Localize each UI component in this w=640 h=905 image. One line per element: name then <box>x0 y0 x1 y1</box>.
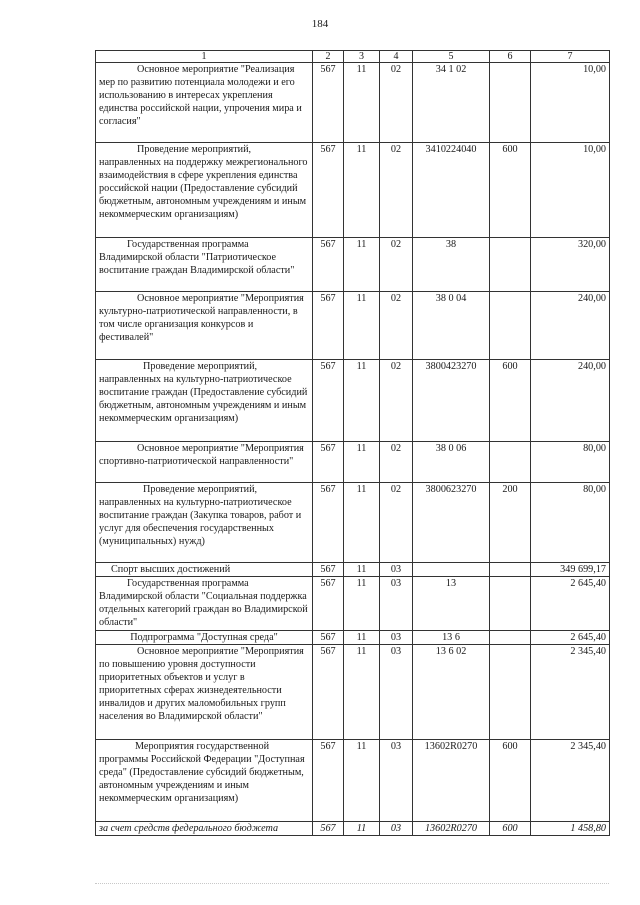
cell-section: 11 <box>344 577 380 631</box>
cell-expense-type: 200 <box>490 483 531 563</box>
cell-subsection: 03 <box>380 577 413 631</box>
cell-section: 11 <box>344 645 380 740</box>
cell-subsection: 02 <box>380 292 413 360</box>
column-header: 3 <box>344 51 380 63</box>
cell-expense-type: 600 <box>490 740 531 822</box>
cell-expense-type <box>490 645 531 740</box>
row-name: Проведение мероприятий, направленных на культурно-патриотическое воспитание граждан (Предоставление субсидий бюджетным, автономным учреждениям и иным некоммерческим организациям) <box>96 360 313 442</box>
table-row <box>96 483 610 563</box>
table-row <box>96 442 610 483</box>
cell-admin: 567 <box>313 442 344 483</box>
cell-subsection: 02 <box>380 360 413 442</box>
cell-subsection: 03 <box>380 563 413 577</box>
row-name: за счет средств федерального бюджета <box>96 822 313 836</box>
cell-admin: 567 <box>313 577 344 631</box>
row-name: Основное мероприятие "Мероприятия спортивно-патриотической направленности" <box>96 442 313 483</box>
page-bottom-divider <box>95 883 609 884</box>
budget-table <box>95 50 610 836</box>
cell-expense-type <box>490 292 531 360</box>
cell-target: 34 1 02 <box>413 63 490 143</box>
cell-section: 11 <box>344 360 380 442</box>
cell-target: 13 <box>413 577 490 631</box>
cell-expense-type <box>490 631 531 645</box>
cell-subsection: 03 <box>380 645 413 740</box>
cell-subsection: 02 <box>380 483 413 563</box>
cell-amount: 240,00 <box>531 360 610 442</box>
cell-expense-type <box>490 238 531 292</box>
cell-admin: 567 <box>313 631 344 645</box>
row-name: Основное мероприятие "Мероприятия по повышению уровня доступности приоритетных объектов и услуг в приоритетных сферах жизнедеятельности инвалидов и других маломобильных групп населения во Владимирской области" <box>96 645 313 740</box>
cell-section: 11 <box>344 292 380 360</box>
cell-subsection: 02 <box>380 143 413 238</box>
cell-expense-type <box>490 63 531 143</box>
column-header: 4 <box>380 51 413 63</box>
row-name: Основное мероприятие "Мероприятия культурно-патриотической направленности, в том числе организация конкурсов и фестивалей" <box>96 292 313 360</box>
cell-admin: 567 <box>313 563 344 577</box>
cell-admin: 567 <box>313 238 344 292</box>
cell-amount: 10,00 <box>531 143 610 238</box>
row-name: Мероприятия государственной программы Российской Федерации "Доступная среда" (Предоставление субсидий бюджетным, автономным учреждениям и иным некоммерческим организациям) <box>96 740 313 822</box>
cell-subsection: 02 <box>380 63 413 143</box>
cell-expense-type: 600 <box>490 360 531 442</box>
cell-target <box>413 563 490 577</box>
column-header: 7 <box>531 51 610 63</box>
cell-amount: 1 458,80 <box>531 822 610 836</box>
cell-subsection: 02 <box>380 442 413 483</box>
cell-section: 11 <box>344 563 380 577</box>
cell-section: 11 <box>344 822 380 836</box>
row-name: Спорт высших достижений <box>96 563 313 577</box>
table-row <box>96 143 610 238</box>
row-name <box>96 63 313 143</box>
cell-amount: 80,00 <box>531 442 610 483</box>
cell-target: 38 <box>413 238 490 292</box>
table-row <box>96 822 610 836</box>
cell-target: 38 0 06 <box>413 442 490 483</box>
page-number: 184 <box>311 18 329 30</box>
cell-expense-type <box>490 442 531 483</box>
table-row <box>96 645 610 740</box>
cell-amount: 320,00 <box>531 238 610 292</box>
cell-target: 3800423270 <box>413 360 490 442</box>
cell-expense-type <box>490 563 531 577</box>
cell-expense-type: 600 <box>490 822 531 836</box>
cell-section: 11 <box>344 238 380 292</box>
column-header: 1 <box>96 51 313 63</box>
cell-amount: 2 645,40 <box>531 577 610 631</box>
table-row <box>96 631 610 645</box>
row-name: Проведение мероприятий, направленных на культурно-патриотическое воспитание граждан (Закупка товаров, работ и услуг для обеспечения государственных (муниципальных) нужд) <box>96 483 313 563</box>
cell-target: 3800623270 <box>413 483 490 563</box>
cell-target: 13 6 02 <box>413 645 490 740</box>
cell-amount: 2 345,40 <box>531 645 610 740</box>
cell-admin: 567 <box>313 292 344 360</box>
cell-section: 11 <box>344 143 380 238</box>
row-name: Государственная программа Владимирской области "Патриотическое воспитание граждан Владимирской области" <box>96 238 313 292</box>
row-name: Государственная программа Владимирской области "Социальная поддержка отдельных категорий граждан во Владимирской области" <box>96 577 313 631</box>
cell-amount: 10,00 <box>531 63 610 143</box>
cell-section: 11 <box>344 740 380 822</box>
cell-section: 11 <box>344 631 380 645</box>
column-header: 5 <box>413 51 490 63</box>
cell-section: 11 <box>344 442 380 483</box>
cell-subsection: 03 <box>380 740 413 822</box>
table-row <box>96 360 610 442</box>
table-row <box>96 563 610 577</box>
cell-amount: 80,00 <box>531 483 610 563</box>
cell-amount: 349 699,17 <box>531 563 610 577</box>
cell-admin: 567 <box>313 822 344 836</box>
cell-admin: 567 <box>313 483 344 563</box>
cell-subsection: 02 <box>380 238 413 292</box>
cell-amount: 2 345,40 <box>531 740 610 822</box>
cell-expense-type: 600 <box>490 143 531 238</box>
row-name: Проведение мероприятий, направленных на поддержку межрегионального взаимодействия в сфере укрепления единства российской нации (Предоставление субсидий бюджетным, автономным учреждениям и иным некоммерческим организациям) <box>96 143 313 238</box>
table-row <box>96 238 610 292</box>
cell-expense-type <box>490 577 531 631</box>
cell-admin: 567 <box>313 360 344 442</box>
cell-amount: 2 645,40 <box>531 631 610 645</box>
column-header: 6 <box>490 51 531 63</box>
cell-subsection: 03 <box>380 822 413 836</box>
table-row <box>96 292 610 360</box>
cell-section: 11 <box>344 63 380 143</box>
cell-admin: 567 <box>313 645 344 740</box>
table-row <box>96 63 610 143</box>
cell-subsection: 03 <box>380 631 413 645</box>
cell-amount: 240,00 <box>531 292 610 360</box>
table-row <box>96 577 610 631</box>
cell-target: 13602R0270 <box>413 740 490 822</box>
cell-admin: 567 <box>313 143 344 238</box>
cell-target: 38 0 04 <box>413 292 490 360</box>
table-row <box>96 740 610 822</box>
table-header-row <box>96 51 610 63</box>
cell-admin: 567 <box>313 740 344 822</box>
row-name-text: Основное мероприятие "Реализация мер по развитию потенциала молодежи и его использованию в интересах укрепления единства российской нации, упрочения мира и согласия" <box>99 64 302 127</box>
cell-target: 3410224040 <box>413 143 490 238</box>
cell-target: 13602R0270 <box>413 822 490 836</box>
row-name: Подпрограмма "Доступная среда" <box>96 631 313 645</box>
cell-admin: 567 <box>313 63 344 143</box>
cell-section: 11 <box>344 483 380 563</box>
column-header: 2 <box>313 51 344 63</box>
cell-target: 13 6 <box>413 631 490 645</box>
